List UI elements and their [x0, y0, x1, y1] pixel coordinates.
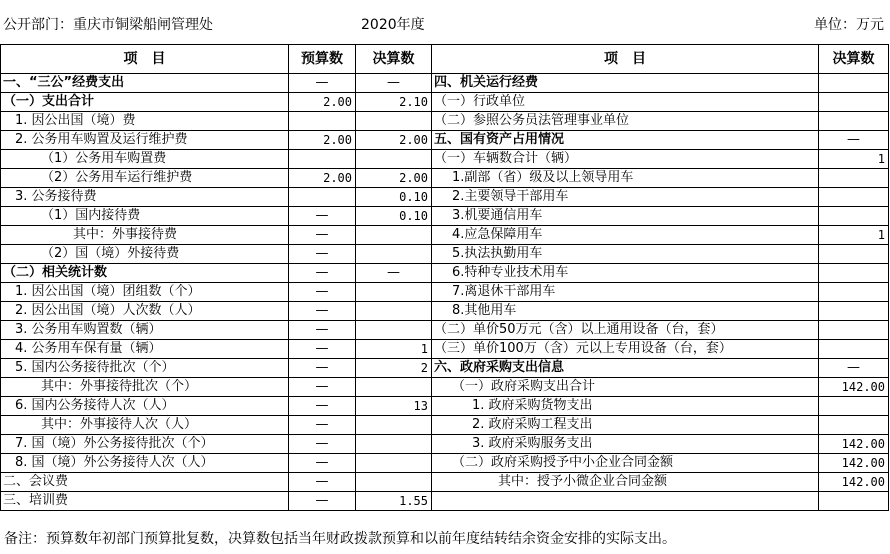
row-budget-value: —: [289, 226, 356, 245]
row-item-label: （1）国内接待费: [1, 207, 289, 226]
row-budget-value: —: [289, 302, 356, 321]
row-item-label: （1）公务用车购置费: [1, 150, 289, 169]
row-final-value: 2.00: [356, 131, 432, 150]
row-item-label-right: 四、机关运行经费: [432, 74, 819, 93]
row-budget-value: —: [289, 492, 356, 511]
table-row: [1, 112, 889, 131]
row-final-value: [356, 473, 432, 492]
table-row: [1, 492, 889, 511]
row-final-value: 1: [356, 340, 432, 359]
row-item-label-right: 7.离退休干部用车: [432, 283, 819, 302]
row-budget-value: —: [289, 340, 356, 359]
table-row: [1, 283, 889, 302]
row-budget-value: —: [289, 321, 356, 340]
row-final-value-right: [819, 321, 889, 340]
table-row: [1, 397, 889, 416]
row-budget-value: —: [289, 416, 356, 435]
row-final-value-right: 1: [819, 226, 889, 245]
table-row: [1, 74, 889, 93]
row-item-label: 二、会议费: [1, 473, 289, 492]
row-final-value: 13: [356, 397, 432, 416]
row-final-value: 0.10: [356, 207, 432, 226]
unit-label: 单位：万元: [814, 17, 884, 33]
row-final-value-right: 1: [819, 150, 889, 169]
row-budget-value: —: [289, 283, 356, 302]
row-final-value-right: 142.00: [819, 435, 889, 454]
row-item-label: （2）公务用车运行维护费: [1, 169, 289, 188]
row-final-value: 2.10: [356, 93, 432, 112]
row-item-label: 其中：外事接待批次（个）: [1, 378, 289, 397]
table-row: [1, 93, 889, 112]
table-row: [1, 207, 889, 226]
col-header-item-right: 项 目: [432, 45, 819, 74]
row-final-value-right: [819, 283, 889, 302]
budget-table: [0, 44, 889, 511]
row-item-label: （一）支出合计: [1, 93, 289, 112]
row-final-value-right: —: [819, 131, 889, 150]
row-budget-value: —: [289, 207, 356, 226]
row-final-value: 1.55: [356, 492, 432, 511]
row-item-label: 其中：外事接待费: [1, 226, 289, 245]
table-row: [1, 169, 889, 188]
row-budget-value: —: [289, 378, 356, 397]
row-item-label-right: 五、国有资产占用情况: [432, 131, 819, 150]
table-row: [1, 416, 889, 435]
row-final-value-right: [819, 74, 889, 93]
row-final-value-right: [819, 492, 889, 511]
row-final-value-right: [819, 264, 889, 283]
row-final-value: [356, 454, 432, 473]
table-row: [1, 188, 889, 207]
row-item-label-right: （二）单价50万元（含）以上通用设备（台，套）: [432, 321, 819, 340]
row-final-value-right: [819, 302, 889, 321]
row-item-label: 6. 国内公务接待人次（人）: [1, 397, 289, 416]
row-item-label-right: （一）车辆数合计（辆）: [432, 150, 819, 169]
row-final-value: 0.10: [356, 188, 432, 207]
row-item-label: 2. 公务用车购置及运行维护费: [1, 131, 289, 150]
row-final-value-right: [819, 93, 889, 112]
row-final-value-right: [819, 340, 889, 359]
row-final-value: [356, 245, 432, 264]
row-item-label: （二）相关统计数: [1, 264, 289, 283]
row-item-label-right: 3. 政府采购服务支出: [432, 435, 819, 454]
row-budget-value: 2.00: [289, 169, 356, 188]
row-final-value-right: [819, 397, 889, 416]
row-item-label-right: 8.其他用车: [432, 302, 819, 321]
row-final-value-right: [819, 245, 889, 264]
row-item-label-right: 2.主要领导干部用车: [432, 188, 819, 207]
year-label: 2020年度: [361, 17, 425, 33]
row-final-value-right: [819, 188, 889, 207]
row-budget-value: —: [289, 454, 356, 473]
footnote: 备注：预算数年初部门预算批复数，决算数包括当年财政拨款预算和以前年度结转结余资金安排的实际支出。: [4, 531, 676, 547]
row-item-label: 5. 国内公务接待批次（个）: [1, 359, 289, 378]
row-final-value: [356, 302, 432, 321]
row-item-label-right: 1.副部（省）级及以上领导用车: [432, 169, 819, 188]
row-item-label-right: 六、政府采购支出信息: [432, 359, 819, 378]
table-row: [1, 359, 889, 378]
row-final-value: —: [356, 74, 432, 93]
row-final-value-right: [819, 112, 889, 131]
row-final-value-right: [819, 207, 889, 226]
row-budget-value: —: [289, 397, 356, 416]
row-item-label-right: （一）政府采购支出合计: [432, 378, 819, 397]
row-final-value: 2.00: [356, 169, 432, 188]
row-final-value: [356, 150, 432, 169]
row-item-label: 8. 国（境）外公务接待人次（人）: [1, 454, 289, 473]
row-item-label-right: [432, 492, 819, 511]
col-header-budget: 预算数: [289, 45, 356, 74]
table-header-row: [1, 45, 889, 74]
row-item-label-right: （三）单价100万（含）元以上专用设备（台，套）: [432, 340, 819, 359]
table-row: [1, 245, 889, 264]
row-budget-value: —: [289, 245, 356, 264]
row-item-label-right: 其中：授予小微企业合同金额: [432, 473, 819, 492]
row-final-value-right: 142.00: [819, 454, 889, 473]
table-row: [1, 378, 889, 397]
row-item-label: 3. 公务接待费: [1, 188, 289, 207]
row-item-label-right: 2. 政府采购工程支出: [432, 416, 819, 435]
row-item-label-right: （二）参照公务员法管理事业单位: [432, 112, 819, 131]
row-item-label: 2. 因公出国（境）人次数（人）: [1, 302, 289, 321]
row-final-value: [356, 378, 432, 397]
col-header-item: 项 目: [1, 45, 289, 74]
department-label: 公开部门：重庆市铜梁船闸管理处: [3, 17, 213, 33]
row-item-label: 1. 因公出国（境）团组数（个）: [1, 283, 289, 302]
table-row: [1, 473, 889, 492]
row-item-label: 7. 国（境）外公务接待批次（个）: [1, 435, 289, 454]
row-budget-value: 2.00: [289, 93, 356, 112]
col-header-final-right: 决算数: [819, 45, 889, 74]
row-item-label-right: 5.执法执勤用车: [432, 245, 819, 264]
row-item-label: （2）国（境）外接待费: [1, 245, 289, 264]
row-item-label: 3. 公务用车购置数（辆）: [1, 321, 289, 340]
row-final-value: [356, 435, 432, 454]
row-budget-value: —: [289, 74, 356, 93]
row-final-value: [356, 283, 432, 302]
row-final-value: [356, 321, 432, 340]
row-item-label-right: 3.机要通信用车: [432, 207, 819, 226]
table-row: [1, 321, 889, 340]
row-final-value-right: 142.00: [819, 473, 889, 492]
row-final-value: 2: [356, 359, 432, 378]
row-item-label: 4. 公务用车保有量（辆）: [1, 340, 289, 359]
table-row: [1, 302, 889, 321]
row-item-label: 其中：外事接待人次（人）: [1, 416, 289, 435]
row-item-label: 三、培训费: [1, 492, 289, 511]
row-final-value-right: 142.00: [819, 378, 889, 397]
row-budget-value: [289, 188, 356, 207]
col-header-final: 决算数: [356, 45, 432, 74]
table-row: [1, 131, 889, 150]
row-budget-value: —: [289, 435, 356, 454]
row-budget-value: [289, 112, 356, 131]
row-budget-value: —: [289, 264, 356, 283]
row-item-label-right: 1. 政府采购货物支出: [432, 397, 819, 416]
row-final-value-right: —: [819, 359, 889, 378]
row-budget-value: —: [289, 473, 356, 492]
row-final-value-right: [819, 416, 889, 435]
table-row: [1, 435, 889, 454]
row-item-label-right: （二）政府采购授予中小企业合同金额: [432, 454, 819, 473]
row-item-label: 一、“三公”经费支出: [1, 74, 289, 93]
table-row: [1, 264, 889, 283]
table-row: [1, 150, 889, 169]
table-row: [1, 226, 889, 245]
row-final-value: [356, 112, 432, 131]
row-item-label: 1. 因公出国（境）费: [1, 112, 289, 131]
row-item-label-right: 4.应急保障用车: [432, 226, 819, 245]
row-final-value: [356, 416, 432, 435]
table-row: [1, 340, 889, 359]
row-final-value-right: [819, 169, 889, 188]
row-budget-value: [289, 150, 356, 169]
row-item-label-right: 6.特种专业技术用车: [432, 264, 819, 283]
table-row: [1, 454, 889, 473]
row-budget-value: 2.00: [289, 131, 356, 150]
row-budget-value: —: [289, 359, 356, 378]
row-final-value: [356, 226, 432, 245]
row-item-label-right: （一）行政单位: [432, 93, 819, 112]
row-final-value: —: [356, 264, 432, 283]
